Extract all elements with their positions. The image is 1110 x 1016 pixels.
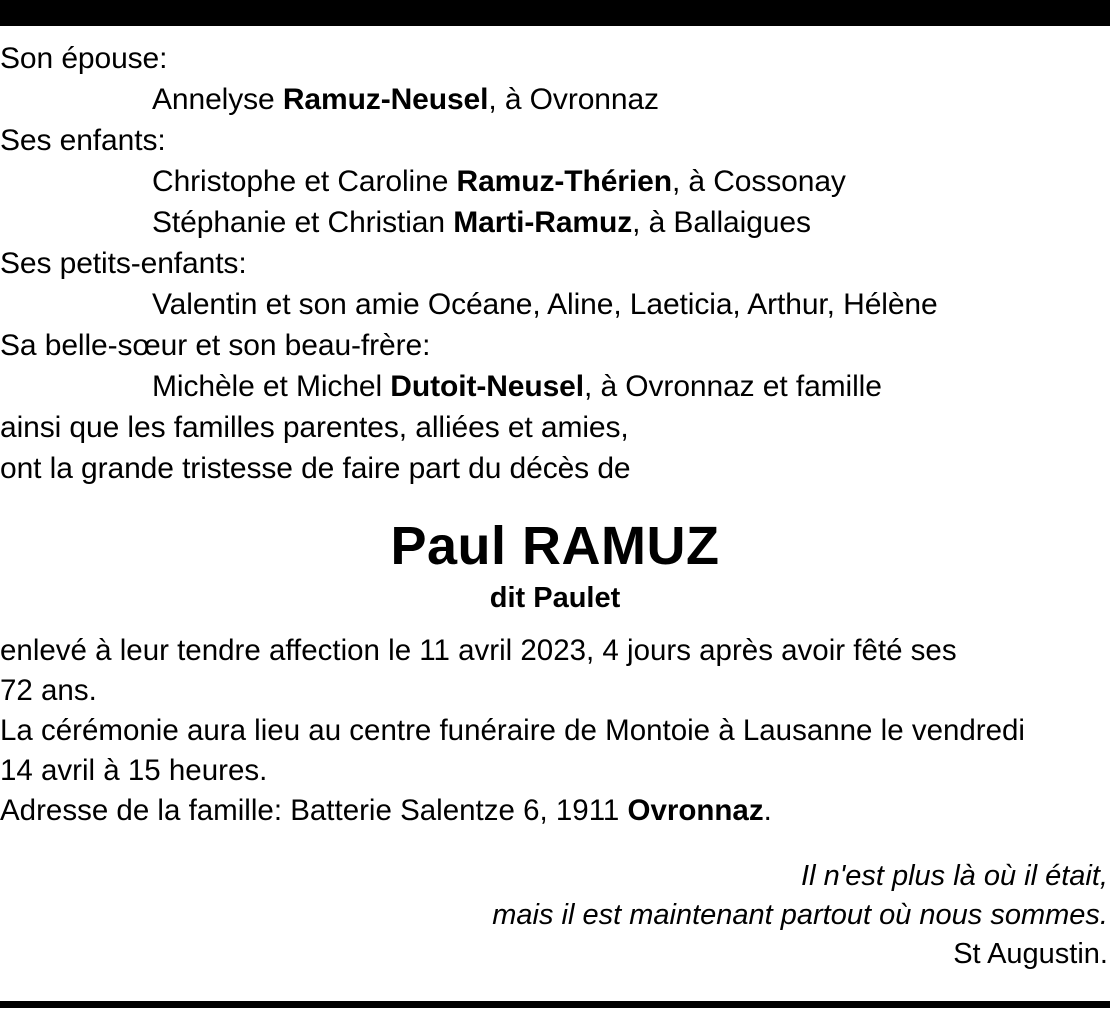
text-run: , à Ovronnaz [488,83,659,116]
details-paragraph [0,631,1110,831]
text-run: La cérémonie aura lieu au centre funéraire de Montoie à Lausanne le vendredi [0,714,1025,747]
family-line [0,366,1110,407]
family-line [0,120,1110,161]
family-line [0,284,1110,325]
details-line [0,631,1110,671]
details-line [0,671,1110,711]
text-run: Annelyse [152,83,283,116]
quote-line: mais il est maintenant partout où nous sommes. [492,899,1108,931]
top-rule-divider [0,0,1110,26]
text-run: Stéphanie et Christian [152,206,454,239]
details-line [0,791,1110,831]
family-name-strong: Ovronnaz [627,794,764,827]
text-run: Adresse de la famille: Batterie Salentze 6, 1911 [0,794,628,827]
text-run: Michèle et Michel [152,370,391,403]
deceased-block [0,515,1110,617]
family-name-strong: Marti-Ramuz [453,206,633,239]
deceased-name: Paul RAMUZ [390,516,720,576]
bottom-rule-divider [0,1001,1110,1008]
text-run: Sa belle-sœur et son beau-frère: [0,329,431,362]
details-line [0,751,1110,791]
text-run: , à Ovronnaz et famille [584,370,882,403]
text-run: ainsi que les familles parentes, alliées et amies, [0,411,629,444]
family-line [0,243,1110,284]
family-line [0,448,1110,489]
family-line [0,38,1110,79]
family-line [0,325,1110,366]
text-run: Valentin et son amie Océane, Aline, Laeticia, Arthur, Hélène [152,288,938,321]
text-run: . [763,794,772,827]
quote-source: St Augustin. [953,938,1108,970]
family-name-strong: Ramuz-Thérien [456,165,672,198]
text-run: 14 avril à 15 heures. [0,754,268,787]
text-run: , à Ballaigues [632,206,811,239]
text-run: Christophe et Caroline [152,165,457,198]
text-run: Son épouse: [0,42,168,75]
text-run: ont la grande tristesse de faire part du décès de [0,452,631,485]
family-line [0,79,1110,120]
text-run: 72 ans. [0,674,97,707]
family-list [0,38,1110,489]
details-line [0,711,1110,751]
text-run: enlevé à leur tendre affection le 11 avril 2023, 4 jours après avoir fêté ses [0,634,957,667]
family-name-strong: Dutoit-Neusel [390,370,584,403]
family-line [0,161,1110,202]
quote-block [0,857,1110,974]
text-run: , à Cossonay [671,165,846,198]
notice-body [0,26,1110,974]
text-run: Ses petits-enfants: [0,247,247,280]
family-line [0,407,1110,448]
family-name-strong: Ramuz-Neusel [282,83,489,116]
quote-line: Il n'est plus là où il était, [801,860,1108,892]
family-line [0,202,1110,243]
deceased-alias: dit Paulet [489,582,621,614]
quote-text [0,857,1108,935]
text-run: Ses enfants: [0,124,166,157]
